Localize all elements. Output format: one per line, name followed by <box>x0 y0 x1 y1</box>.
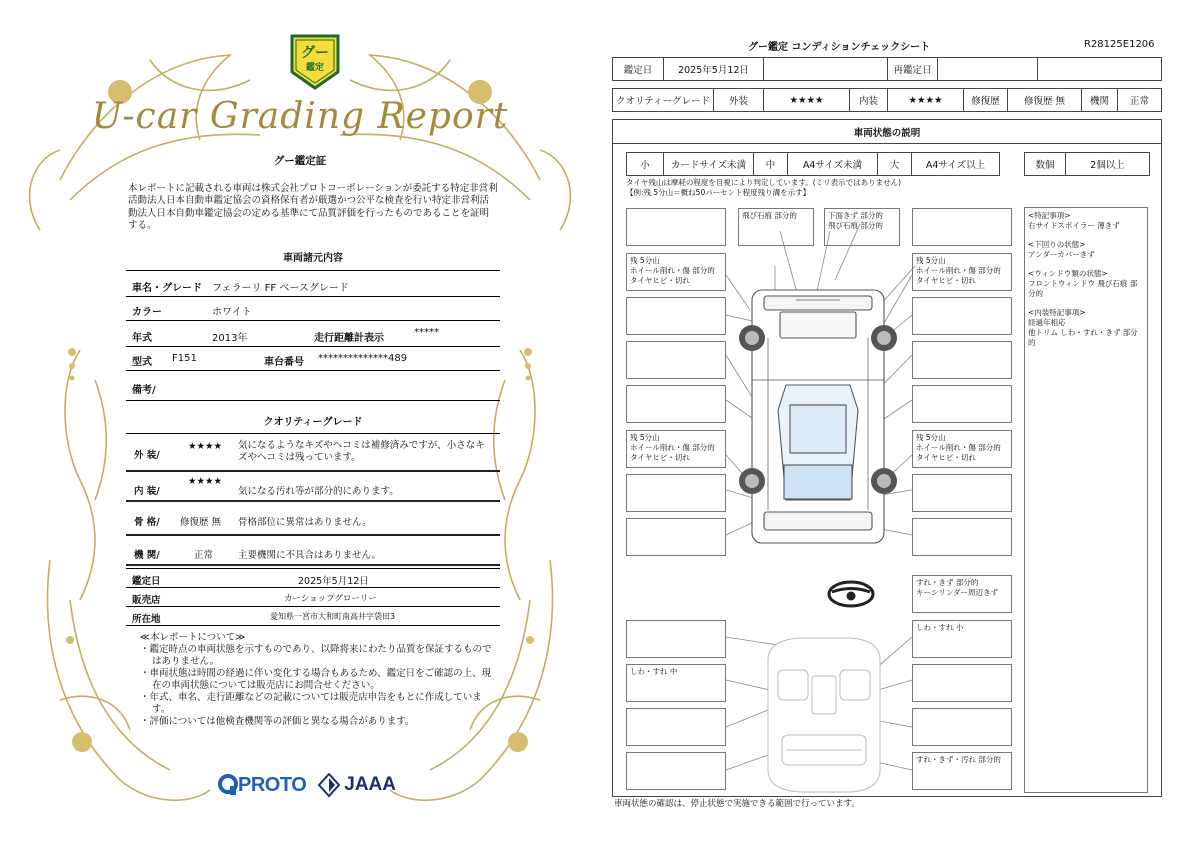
proto-mark-icon <box>218 774 238 796</box>
wheel-front-right-icon <box>871 325 897 351</box>
note-item: ・評価については他検査機関等の評価と異なる場合があります。 <box>140 716 415 727</box>
note-heading: <特記事項> <box>1028 211 1071 220</box>
color-value: ホワイト <box>212 307 252 318</box>
year-value: 2013年 <box>212 333 248 344</box>
appraisal-date-value: 2025年5月12日 <box>298 576 369 587</box>
grade-label: 内 装/ <box>134 486 160 497</box>
grade-desc: 骨格部位に異常はありません。 <box>238 517 372 528</box>
ext-callout-chip <box>738 208 814 246</box>
engine-label: 機関 <box>1081 89 1117 111</box>
int-label: 内装 <box>849 89 887 111</box>
int-callout-box <box>626 708 726 746</box>
address-value: 愛知県一宮市大和町南高井字袋田3 <box>270 612 396 621</box>
quality-grade-table <box>126 433 500 566</box>
legend-mid-desc: A4サイズ未満 <box>787 153 877 175</box>
name-label: 車名・グレード <box>132 283 202 294</box>
legend-small: 小 <box>640 160 650 171</box>
address-row <box>126 607 500 626</box>
ext-callout-tire-front-left <box>626 253 726 291</box>
note-value: フロントウィンドウ 飛び石痕 部分的 <box>1028 279 1138 298</box>
grade-label: 外 装/ <box>134 450 160 461</box>
grade-value: ★★★★ <box>188 476 223 487</box>
appraisal-date-row <box>126 569 500 588</box>
grade-desc: 主要機関に不具合はありません。 <box>238 550 382 561</box>
repair-value: 修復歴 無 <box>1007 89 1081 111</box>
note-item: ・車両状態は時間の経過に伴い変化する場合もあるため、鑑定日をご確認の上、現在の車両状態については販売店にお問合せください。 <box>140 668 492 691</box>
appraisal-date-label: 鑑定日 <box>132 576 161 587</box>
ext-callout-box <box>626 297 726 335</box>
chassis-label: 車台番号 <box>264 357 304 368</box>
color-label: カラー <box>132 307 162 318</box>
callout-text: しわ・すれ 中 <box>630 667 678 676</box>
section-title: 車両状態の説明 <box>613 120 1161 144</box>
int-callout-box <box>912 708 1012 746</box>
ext-callout-box <box>912 474 1012 512</box>
note-heading: <ウィンドウ類の状態> <box>1028 269 1108 278</box>
callout-text: タイヤヒビ・切れ <box>916 276 976 285</box>
ext-callout-box <box>626 208 726 246</box>
grade-row-interior <box>126 472 500 502</box>
sheet-footer: 車両状態の確認は、停止状態で実施できる範囲で行っています。 <box>614 799 860 809</box>
grade-value: ★★★★ <box>188 441 223 452</box>
ext-callout-box <box>626 341 726 379</box>
grade-label: 骨 格/ <box>134 517 160 528</box>
condition-check-sheet <box>600 0 1200 848</box>
callout-text: タイヤヒビ・切れ <box>630 453 690 462</box>
int-callout-box <box>626 620 726 658</box>
callout-text: ホイール削れ・傷 部分的 <box>916 266 1001 275</box>
ext-callout-box <box>626 385 726 423</box>
remarks-label: 備考/ <box>132 385 156 396</box>
callout-text: すれ・きず・汚れ 部分的 <box>916 755 1001 764</box>
int-callout-floor <box>912 752 1012 790</box>
spec-row-name <box>126 271 500 297</box>
note-value: 他トリム しわ・すれ・きず 部分的 <box>1028 328 1138 347</box>
special-notes-panel <box>1024 207 1148 793</box>
ext-label: 外装 <box>713 89 763 111</box>
name-value: フェラーリ FF ベースグレード <box>212 283 349 294</box>
note-group <box>1028 240 1144 260</box>
notes-title: ≪本レポートについて≫ <box>140 632 246 643</box>
grade-label: 機 関/ <box>134 550 160 561</box>
ext-callout-box <box>912 297 1012 335</box>
note-item: ・年式、車名、走行距離などの記載については販売店申告をもとに作成しています。 <box>140 692 482 715</box>
dealer-row <box>126 588 500 607</box>
dealer-label: 販売店 <box>132 595 161 606</box>
model-label: 型式 <box>132 357 152 368</box>
int-callout-trim-right <box>912 620 1012 658</box>
report-title: U-car Grading Report <box>91 96 509 137</box>
grade-row-engine <box>126 536 500 566</box>
proto-logo: PROTO <box>238 773 307 796</box>
ext-callout-tire-rear-right <box>912 430 1012 468</box>
grade-desc: 気になる汚れ等が部分的にあります。 <box>238 486 399 497</box>
wheel-rear-left-icon <box>739 468 765 494</box>
qg-label: クオリティーグレード <box>615 96 711 107</box>
note-group <box>1028 269 1144 299</box>
ext-callout-tire-front-right <box>912 253 1012 291</box>
int-callout-steering <box>912 575 1012 613</box>
int-callout-box <box>626 752 726 790</box>
callout-text: 残 5分山 <box>630 256 660 265</box>
note-value: アンダーカバーきず <box>1028 250 1095 259</box>
sheet-title: グー鑑定 コンディションチェックシート <box>748 42 931 53</box>
jaaa-logo: JAAA <box>344 774 396 795</box>
legend-count: 数個 <box>1035 160 1055 171</box>
shop-info-table <box>126 568 500 626</box>
note-item: ・鑑定時点の車両状態を示すものであり、以降将来にわたり品質を保証するものではありません。 <box>140 644 492 667</box>
int-callout-box <box>912 664 1012 702</box>
specs-title: 車両諸元内容 <box>283 253 343 264</box>
mileage-label: 走行距離計表示 <box>314 333 384 344</box>
svg-text:鑑定: 鑑定 <box>305 63 325 73</box>
certificate-intro: 本レポートに記載される車両は株式会社プロトコーポレーションが委託する特定非営利活動法人日本自動車鑑定協会の資格保有者が厳選かつ公平な検査を行い特定非営利活動法人日本自動車鑑定協会の定める基準にて品質評価を行ったものであることを証明する。 <box>128 183 498 232</box>
tire-note-line: 【例:残 5分山＝概ね50パーセント程度残り溝を示す】 <box>626 188 811 197</box>
ext-value: ★★★★ <box>763 89 849 111</box>
goo-kantei-badge <box>288 32 342 90</box>
date-label: 鑑定日 <box>623 65 653 76</box>
dealer-value: カーショップグローリー <box>284 594 377 604</box>
note-group <box>1028 308 1144 348</box>
ext-callout-box <box>912 518 1012 556</box>
callout-text: ホイール削れ・傷 部分的 <box>916 443 1001 452</box>
int-value: ★★★★ <box>887 89 963 111</box>
spec-row-color <box>126 297 500 321</box>
wheel-rear-right-icon <box>871 468 897 494</box>
grade-row-exterior <box>126 434 500 472</box>
callout-text: 下面きず 部分的 <box>828 211 883 220</box>
callout-text: キーシリンダー周辺きず <box>916 588 999 597</box>
spec-row-model <box>126 347 500 371</box>
legend-large-desc: A4サイズ以上 <box>911 153 999 175</box>
legend-count-desc: 2個以上 <box>1065 153 1149 175</box>
report-notes <box>140 632 492 728</box>
spec-row-year <box>126 321 500 347</box>
ext-callout-box <box>626 474 726 512</box>
note-value: 右サイドスポイラー 薄きず <box>1028 221 1120 230</box>
note-group <box>1028 211 1144 231</box>
steering-wheel-icon <box>829 582 873 606</box>
logo-strip <box>218 772 396 798</box>
grade-value: 正常 <box>194 550 214 561</box>
tire-note-line: タイヤ残山は摩耗の程度を目視により判定しています。(ミリ表示ではありません) <box>626 178 902 187</box>
grade-row-frame <box>126 502 500 536</box>
note-value: 経過年相応 <box>1028 318 1066 327</box>
svg-text:グー: グー <box>301 45 329 61</box>
legend-mid: 中 <box>753 153 787 175</box>
callout-text: ホイール削れ・傷 部分的 <box>630 266 715 275</box>
callout-text: 残 5分山 <box>916 256 946 265</box>
vehicle-specs-table <box>126 270 500 401</box>
legend-large: 大 <box>877 153 911 175</box>
grade-value: 修復歴 無 <box>180 517 222 528</box>
repair-label: 修復歴 <box>963 89 1007 111</box>
grade-desc: 気になるようなキズやヘコミは補修済みですが、小さなキズやヘコミは残っています。 <box>238 440 485 463</box>
callout-text: ホイール削れ・傷 部分的 <box>630 443 715 452</box>
ext-callout-box <box>912 208 1012 246</box>
date-value: 2025年5月12日 <box>663 58 763 80</box>
chassis-value: **************489 <box>318 353 408 364</box>
callout-text: 残 5分山 <box>630 433 660 442</box>
engine-value: 正常 <box>1117 89 1161 111</box>
certificate-heading: グー鑑定証 <box>273 155 327 167</box>
address-label: 所在地 <box>132 614 161 625</box>
sheet-code: R28125E1206 <box>1084 39 1155 50</box>
spec-row-remarks <box>126 371 500 401</box>
model-value: F151 <box>172 353 197 364</box>
callout-text: 飛び石痕 部分的 <box>828 221 883 230</box>
note-heading: <下回りの状態> <box>1028 240 1086 249</box>
year-label: 年式 <box>132 333 152 344</box>
redate-label: 再鑑定日 <box>887 58 937 80</box>
callout-text: タイヤヒビ・切れ <box>916 453 976 462</box>
ext-callout-box <box>626 518 726 556</box>
mileage-value: ***** <box>414 327 439 338</box>
legend-small-desc: カードサイズ未満 <box>663 153 753 175</box>
callout-text: タイヤヒビ・切れ <box>630 276 690 285</box>
ext-callout-tire-rear-left <box>626 430 726 468</box>
int-callout-trim-left <box>626 664 726 702</box>
callout-text: すれ・きず 部分的 <box>916 578 979 587</box>
note-heading: <内装特記事項> <box>1028 308 1086 317</box>
callout-text: しわ・すれ 小 <box>916 623 964 632</box>
callout-text: 飛び石痕 部分的 <box>742 211 797 220</box>
ext-callout-underbody <box>824 208 900 246</box>
callout-text: 残 5分山 <box>916 433 946 442</box>
wheel-front-left-icon <box>739 325 765 351</box>
quality-title: クオリティーグレード <box>263 417 363 428</box>
ext-callout-box <box>912 341 1012 379</box>
jaaa-mark-icon <box>318 773 340 797</box>
ext-callout-box <box>912 385 1012 423</box>
